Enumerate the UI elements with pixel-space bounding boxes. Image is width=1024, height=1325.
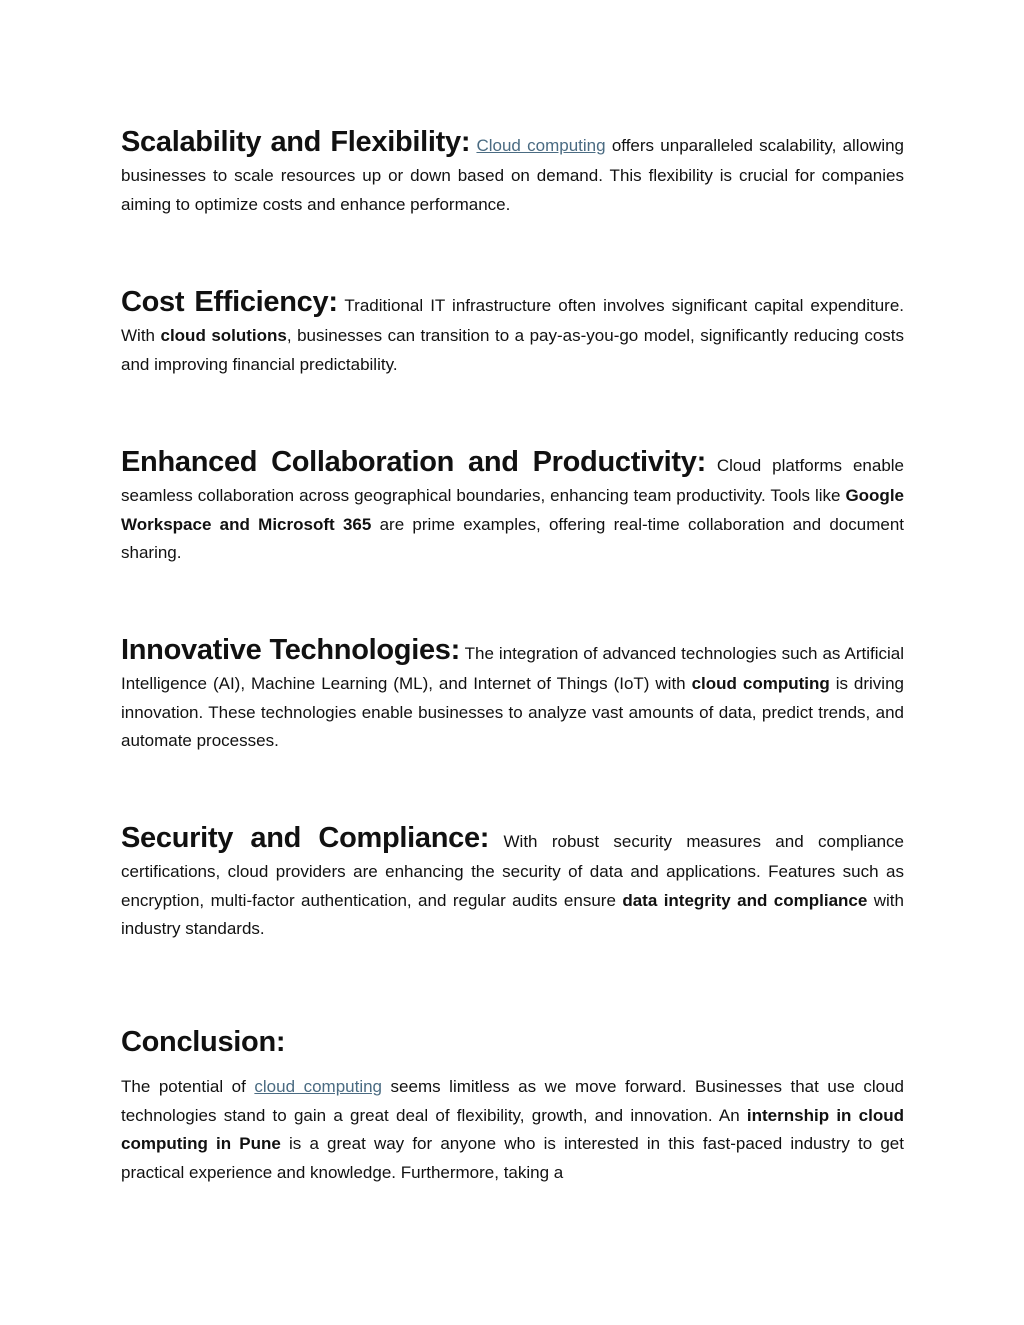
section-heading: Scalability and Flexibility: xyxy=(121,126,471,158)
section-text: with industry standards. xyxy=(121,890,904,939)
section-text: offers unparalleled scalability, allowing businesses to scale resources up or down based on demand. This flexibility is crucial for companies aiming to optimize costs and enhance performance. xyxy=(121,136,904,214)
section-security xyxy=(121,818,904,944)
section-bold-text: cloud computing xyxy=(691,674,830,693)
internship-bold-text: internship in cloud computing in Pune xyxy=(121,1105,904,1154)
section-heading: Enhanced Collaboration and Productivity: xyxy=(121,446,706,478)
section-text: are prime examples, offering real-time collaboration and document sharing. xyxy=(121,514,905,563)
conclusion-text: The potential of xyxy=(121,1077,255,1096)
section-bold-text: cloud solutions xyxy=(160,326,287,345)
section-text: Cloud platforms enable seamless collaboration across geographical boundaries, enhancing team productivity. Tools like xyxy=(121,456,904,505)
section-paragraph xyxy=(121,122,904,219)
section-bold-text: data integrity and compliance xyxy=(622,890,868,910)
section-text: With robust security measures and compliance certifications, cloud providers are enhancing the security of data and applications. Features such as encryption, multi-factor authentication, and regular audits ensure xyxy=(121,832,904,910)
section-text: Traditional IT infrastructure often involves significant capital expenditure. With xyxy=(121,296,904,345)
conclusion-heading: Conclusion: xyxy=(121,1026,286,1058)
section-conclusion xyxy=(121,1025,904,1187)
section-text: , businesses can transition to a pay-as-you-go model, significantly reducing costs and improving financial predictability. xyxy=(121,326,904,374)
section-heading: Cost Efficiency: xyxy=(121,286,338,318)
section-paragraph xyxy=(121,818,904,944)
conclusion-text: is a great way for anyone who is interested in this fast-paced industry to get practical experience and knowledge. Furthermore, taking a xyxy=(121,1134,904,1182)
section-innovative-technologies xyxy=(121,630,904,756)
section-paragraph xyxy=(121,442,904,568)
section-heading: Innovative Technologies: xyxy=(121,634,460,666)
cloud-computing-link[interactable]: cloud computing xyxy=(254,1077,383,1096)
section-text: The integration of advanced technologies such as Artificial Intelligence (AI), Machine Learning (ML), and Internet of Things (IoT) with xyxy=(121,644,904,693)
cloud-computing-link[interactable]: Cloud computing xyxy=(476,136,606,155)
section-collaboration xyxy=(121,442,904,568)
section-text: is driving innovation. These technologies enable businesses to analyze vast amounts of data, predict trends, and automate processes. xyxy=(121,674,904,751)
section-paragraph xyxy=(121,282,904,379)
section-heading: Security and Compliance: xyxy=(121,822,490,854)
section-paragraph xyxy=(121,630,904,756)
section-scalability xyxy=(121,122,904,219)
section-cost-efficiency xyxy=(121,282,904,379)
section-bold-text: Google Workspace and Microsoft 365 xyxy=(121,486,904,534)
conclusion-text: seems limitless as we move forward. Businesses that use cloud technologies stand to gain a great deal of flexibility, growth, and innovation. An xyxy=(121,1077,904,1125)
conclusion-paragraph xyxy=(121,1073,904,1187)
